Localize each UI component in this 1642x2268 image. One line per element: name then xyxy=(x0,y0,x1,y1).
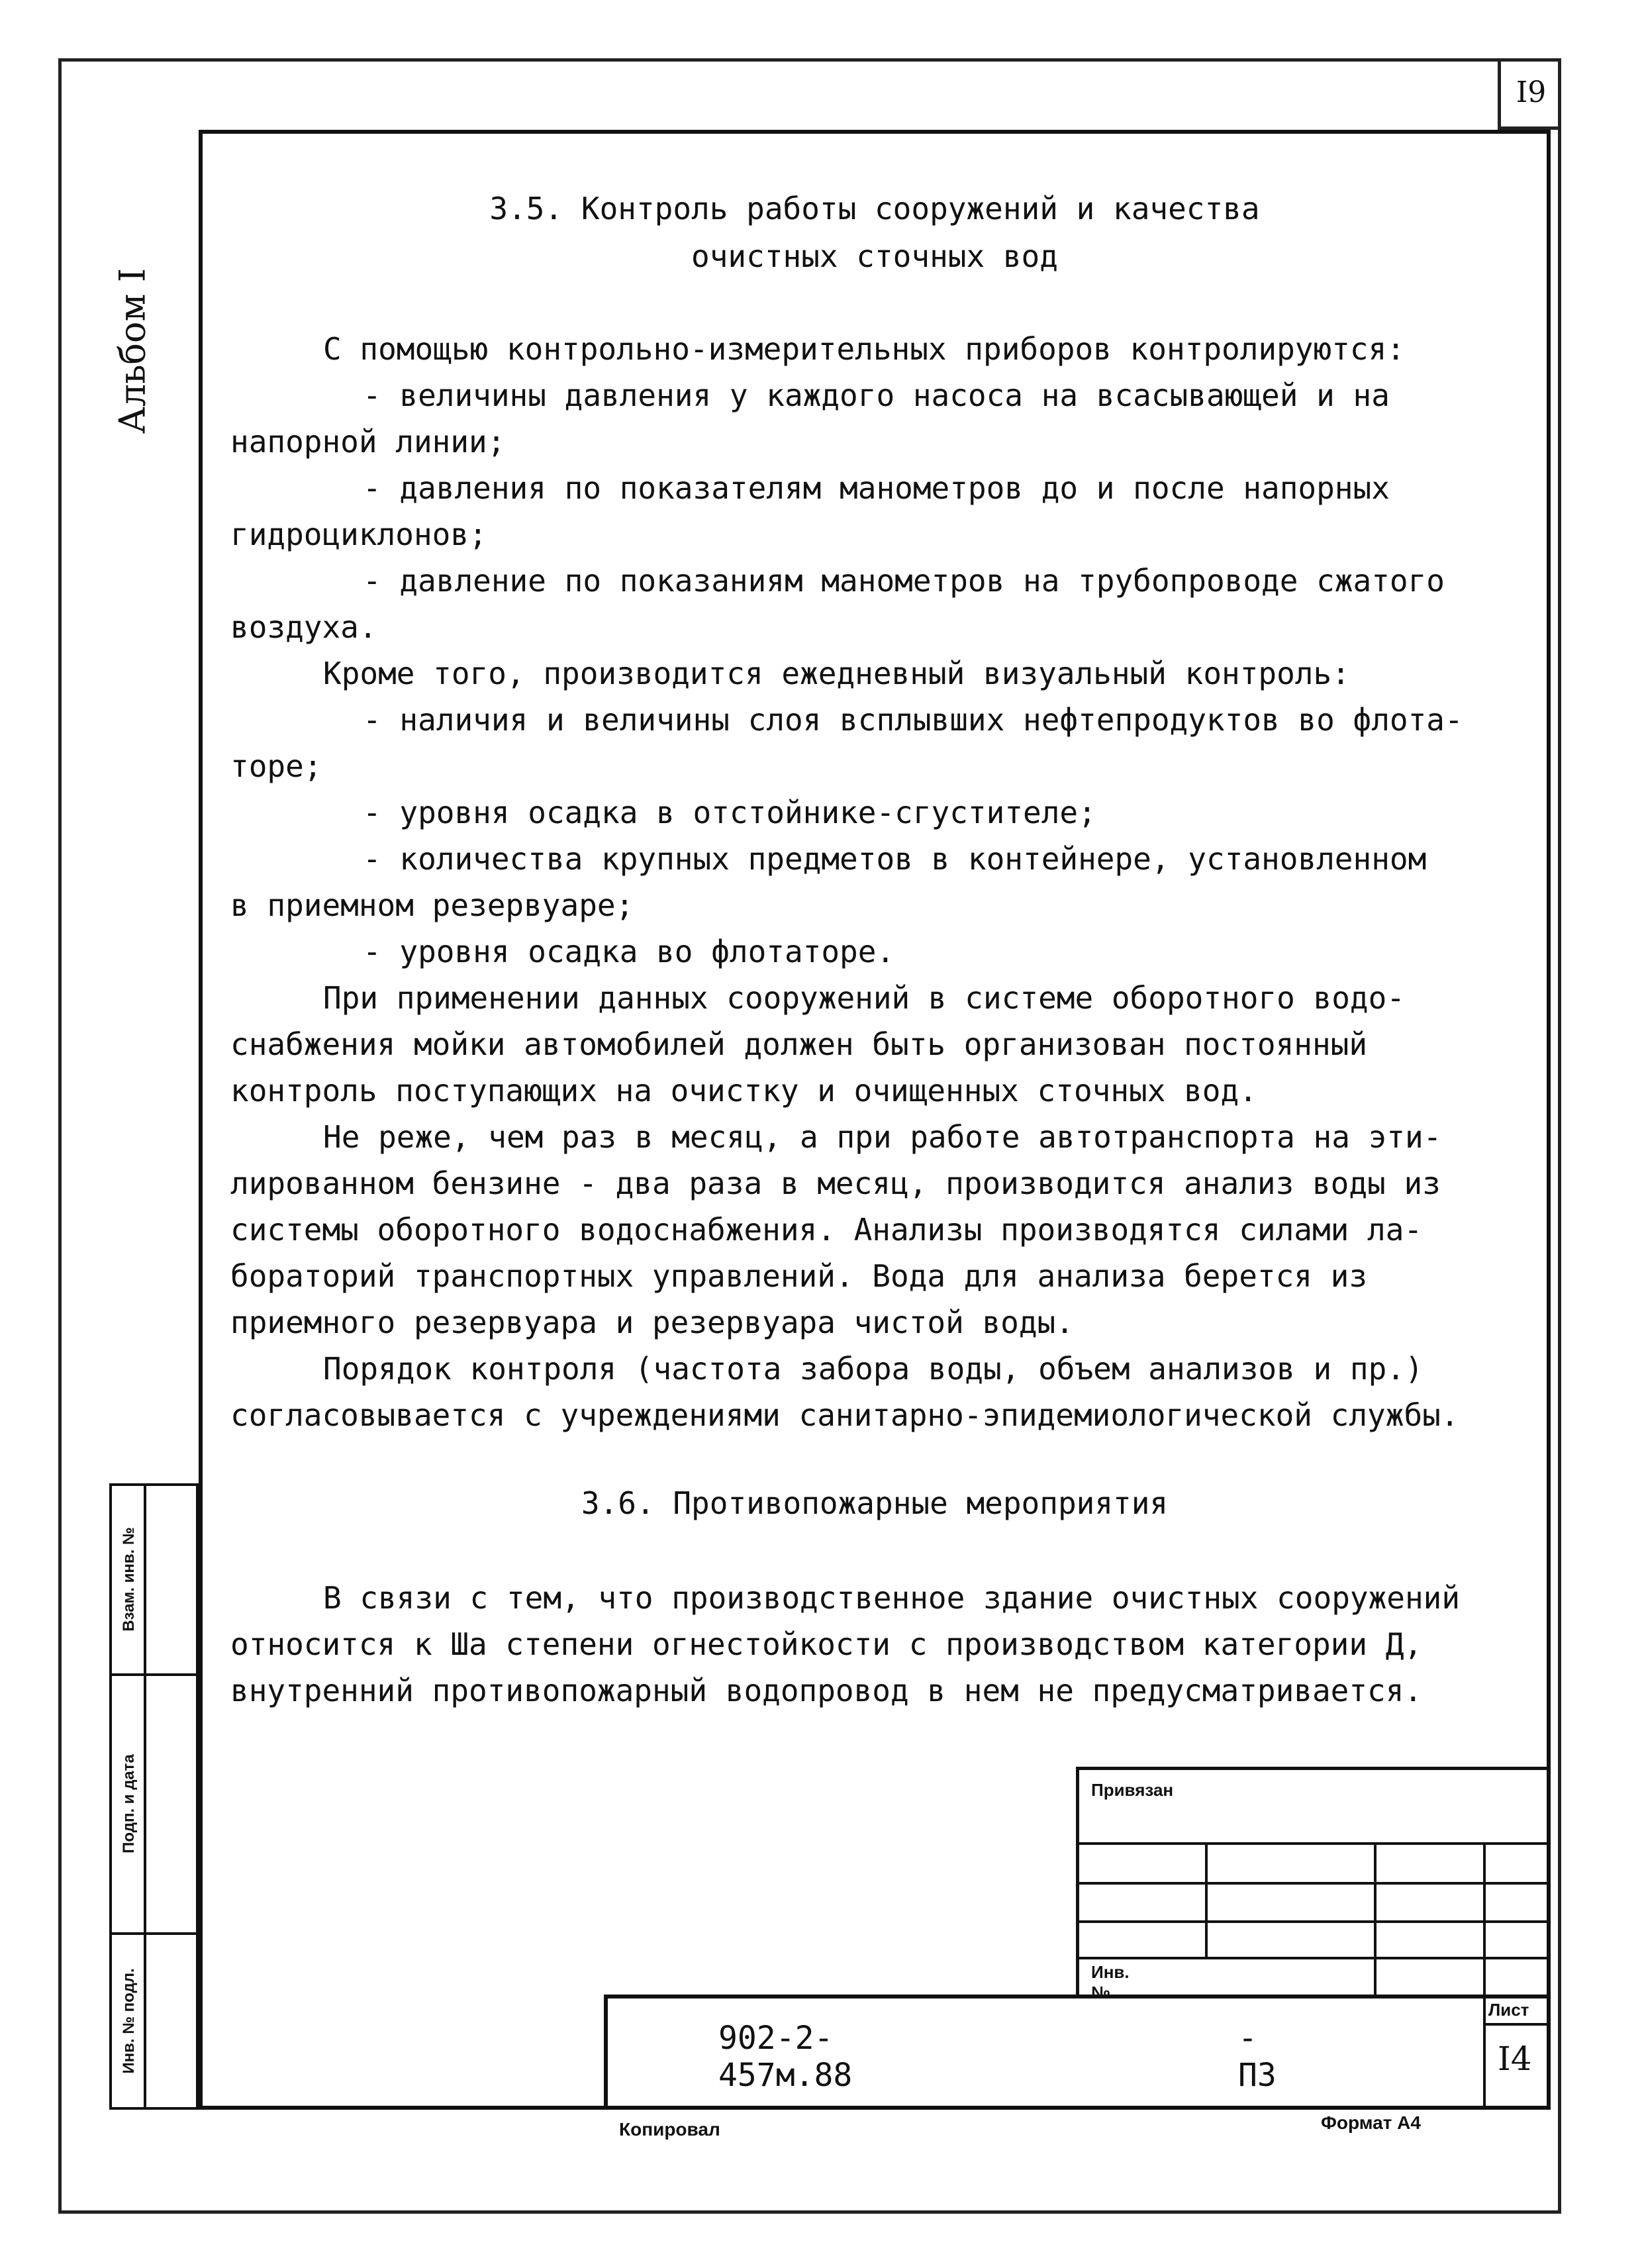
paragraph-line: снабжения мойки автомобилей должен быть организован постоянный xyxy=(230,1026,1368,1062)
album-label-text: Альбом I xyxy=(111,268,154,434)
paragraph-line: - величины давления у каждого насоса на всасывающей и на xyxy=(363,377,1390,413)
footer-copied: Копировал xyxy=(619,2119,720,2140)
paragraph-line: лированном бензине - два раза в месяц, производится анализ воды из xyxy=(230,1165,1441,1201)
stamp-rule xyxy=(1483,1995,1486,2110)
paragraph-line: торе; xyxy=(230,748,322,784)
stamp-sheet-label: Лист xyxy=(1488,2000,1529,2020)
stamp-rule xyxy=(1076,1882,1551,1885)
side-cell-vzam-inv-label: Взам. инв. № xyxy=(120,1527,138,1632)
stamp-rule xyxy=(1374,1842,1376,1997)
paragraph-line: бораторий транспортных управлений. Вода для анализа берется из xyxy=(230,1258,1368,1294)
stamp-rule xyxy=(1076,1842,1551,1845)
side-cell-podp-data xyxy=(112,1676,146,1932)
paragraph-line: - давление по показаниям манометров на трубопроводе сжатого xyxy=(363,563,1445,599)
stamp-rule xyxy=(1076,1957,1551,1959)
paragraph-line: напорной линии; xyxy=(230,424,506,460)
paragraph-line: системы оборотного водоснабжения. Анализы производятся силами ла- xyxy=(230,1212,1423,1248)
paragraph-line: в приемном резервуаре; xyxy=(230,887,634,923)
document-code: 902-2-457м.88 xyxy=(718,2020,853,2094)
stamp-rule xyxy=(1076,1920,1551,1923)
stamp-inv-no-label: Инв. № xyxy=(1091,1962,1130,2002)
album-label xyxy=(73,252,192,450)
paragraph-line: относится к Ша степени огнестойкости с производством категории Д, xyxy=(230,1626,1423,1662)
stamp-rule xyxy=(1483,2023,1551,2026)
paragraph-line: Не реже, чем раз в месяц, а при работе автотранспорта на эти- xyxy=(323,1119,1442,1155)
paragraph-line: гидроциклонов; xyxy=(230,517,487,552)
section-3-5-title-line2: очистных сточных вод xyxy=(691,238,1058,274)
footer-format: Формат А4 xyxy=(1321,2112,1421,2133)
paragraph-line: - количества крупных предметов в контейнере, установленном xyxy=(363,841,1427,877)
paragraph-line: согласовывается с учреждениями санитарно-эпидемиологической службы. xyxy=(230,1397,1459,1433)
paragraph-line: контроль поступающих на очистку и очищенных сточных вод. xyxy=(230,1073,1257,1109)
paragraph-line: - уровня осадка в отстойнике-сгустителе; xyxy=(363,795,1096,830)
paragraph-line: Кроме того, производится ежедневный визуальный контроль: xyxy=(323,656,1350,691)
paragraph-line: Порядок контроля (частота забора воды, объем анализов и пр.) xyxy=(323,1351,1424,1387)
paragraph-line: В связи с тем, что производственное здание очистных сооружений xyxy=(323,1580,1461,1616)
paragraph-line: приемного резервуара и резервуара чистой воды. xyxy=(230,1305,1074,1340)
side-cell-podp-data-label: Подп. и дата xyxy=(120,1754,138,1853)
stamp-rule xyxy=(1076,1767,1551,1770)
paragraph-line: При применении данных сооружений в системе оборотного водо- xyxy=(323,980,1405,1016)
paragraph-line: С помощью контрольно-измерительных приборов контролируются: xyxy=(323,331,1405,367)
paragraph-line: - давления по показателям манометров до и после напорных xyxy=(363,470,1390,506)
stamp-privyazan-label: Привязан xyxy=(1091,1780,1174,1800)
page-number: I9 xyxy=(1498,58,1561,130)
side-cell-inv-podl-label: Инв. № подл. xyxy=(120,1968,138,2074)
paragraph-line: - наличия и величины слоя всплывших нефтепродуктов во флота- xyxy=(363,702,1463,738)
stamp-rule xyxy=(1205,1842,1208,1957)
stamp-rule xyxy=(604,1995,1551,1998)
section-3-6-title: 3.6. Противопожарные мероприятия xyxy=(581,1485,1169,1521)
side-stamp-strip xyxy=(109,1483,199,2110)
side-cell-inv-podl xyxy=(112,1935,146,2107)
stamp-rule xyxy=(1483,1842,1486,1997)
sheet-number: I4 xyxy=(1498,2040,1532,2078)
paragraph-line: воздуха. xyxy=(230,609,377,645)
side-cell-vzam-inv xyxy=(112,1486,146,1673)
paragraph-line: - уровня осадка во флотаторе. xyxy=(363,934,895,969)
section-3-5-title-line1: 3.5. Контроль работы сооружений и качества xyxy=(489,191,1260,226)
document-suffix: - ПЗ xyxy=(1238,2020,1277,2094)
stamp-rule xyxy=(604,1995,608,2110)
paragraph-line: внутренний противопожарный водопровод в нем не предусматривается. xyxy=(230,1673,1423,1708)
